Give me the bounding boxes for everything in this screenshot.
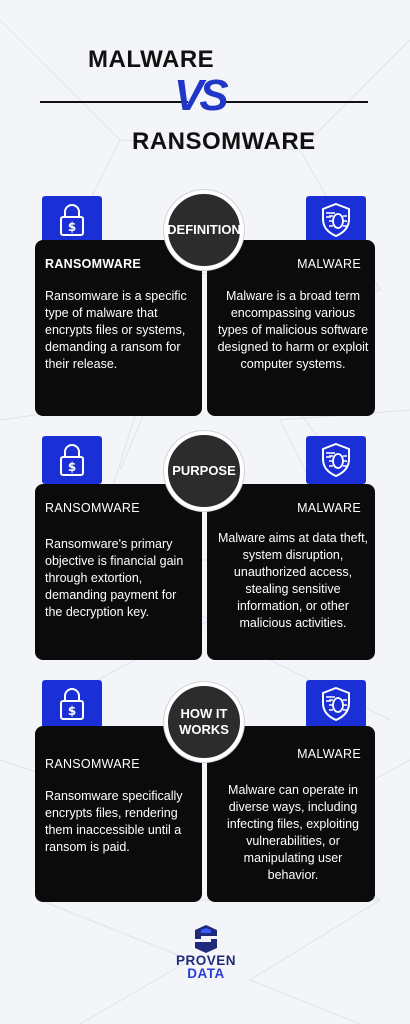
- logo-text: [170, 954, 242, 980]
- card-label: MALWARE: [297, 747, 361, 761]
- card-text: Malware can operate in diverse ways, including infecting files, exploiting vulnerabilities, or manipulating user behavior.: [226, 783, 360, 882]
- title-ransomware: RANSOMWARE: [132, 128, 316, 155]
- card-text: Malware is a broad term encompassing various types of malicious software designed to harm or exploit computer systems.: [217, 289, 369, 371]
- ransomware-purpose-card: [35, 484, 202, 660]
- logo-line-2: DATA: [187, 966, 225, 981]
- title-malware: MALWARE: [88, 46, 215, 73]
- card-label: RANSOMWARE: [45, 501, 140, 515]
- padlock-dollar-icon: [42, 436, 102, 484]
- title-divider-left: [40, 101, 188, 103]
- card-label: RANSOMWARE: [45, 257, 142, 271]
- ransomware-definition-card: [35, 240, 202, 416]
- badge-line-1: HOW IT: [180, 706, 228, 721]
- card-label: MALWARE: [297, 257, 361, 271]
- svg-text:$: $: [67, 220, 77, 234]
- badge-line-2: WORKS: [179, 722, 229, 737]
- title-divider-right: [226, 101, 368, 103]
- card-text: Ransomware is a specific type of malware that encrypts files or systems, demanding a ransom for their release.: [45, 289, 187, 371]
- shield-bug-icon: [306, 680, 366, 728]
- vs-badge: VS: [174, 71, 225, 120]
- svg-text:$: $: [67, 460, 77, 474]
- badge-purpose: PURPOSE: [164, 431, 244, 511]
- card-text: Malware aims at data theft, system disruption, unauthorized access, stealing sensitive information, or other malicious activities.: [217, 531, 369, 630]
- card-text: Ransomware's primary objective is financial gain through extortion, demanding payment for the decryption key.: [45, 537, 184, 619]
- malware-definition-card: [207, 240, 375, 416]
- ransomware-how-it-works-card: [35, 726, 202, 902]
- padlock-dollar-icon: [42, 680, 102, 728]
- shield-bug-icon: [306, 196, 366, 244]
- shield-bug-icon: [306, 436, 366, 484]
- padlock-dollar-icon: [42, 196, 102, 244]
- card-label: MALWARE: [297, 501, 361, 515]
- badge-how-it-works: [164, 682, 244, 762]
- logo-line-1: PROVEN: [175, 953, 236, 968]
- badge-definition: DEFINITION: [164, 190, 244, 270]
- card-label: RANSOMWARE: [45, 757, 140, 771]
- malware-how-it-works-card: [207, 726, 375, 902]
- malware-purpose-card: [207, 484, 375, 660]
- card-text: Ransomware specifically encrypts files, rendering them inaccessible until a ransom is paid.: [45, 789, 183, 854]
- logo-mark-icon: [192, 924, 220, 954]
- svg-text:$: $: [67, 704, 77, 718]
